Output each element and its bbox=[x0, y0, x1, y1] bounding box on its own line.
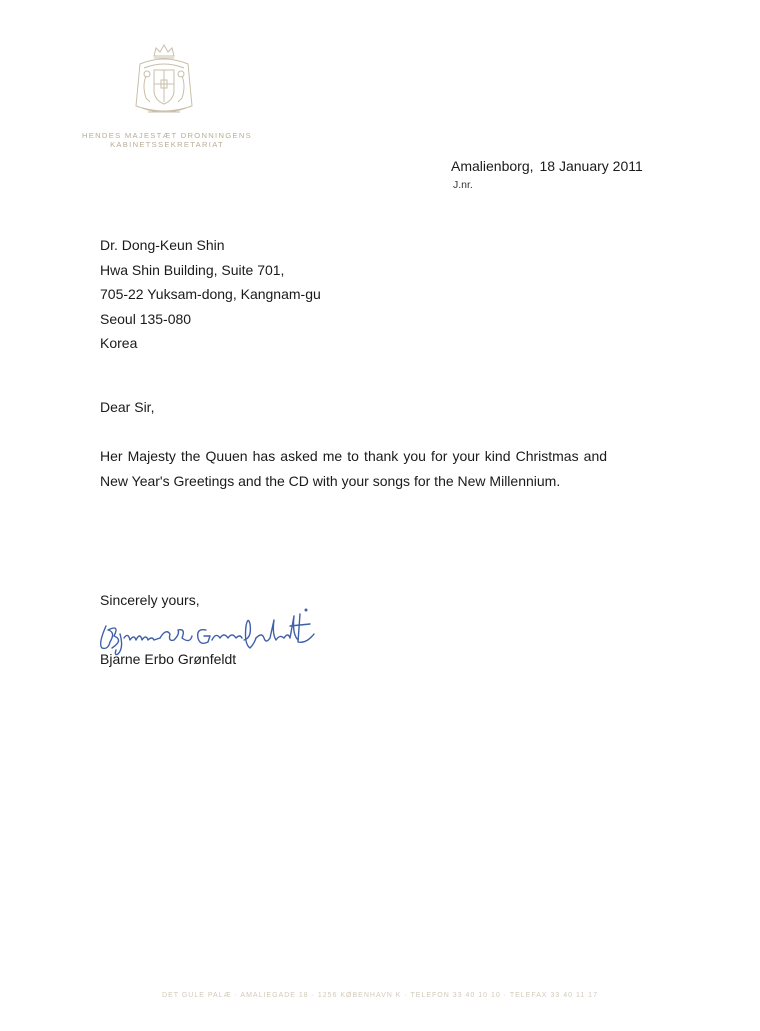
address-line: Seoul 135-080 bbox=[100, 310, 192, 327]
salutation: Dear Sir, bbox=[100, 399, 155, 415]
letterhead-footer-address: DET GULE PALÆ · AMALIEGADE 18 · 1256 KØBENHAVN K · TELEFON 33 40 10 10 · TELEFAX 33 40 11 17 bbox=[162, 992, 598, 999]
signer-name: Bjarne Erbo Grønfeldt bbox=[100, 651, 237, 667]
royal-crest-icon bbox=[126, 42, 202, 122]
letterhead-line-2: KABINETSSEKRETARIAT bbox=[110, 140, 224, 149]
closing: Sincerely yours, bbox=[100, 592, 200, 608]
place: Amalienborg, bbox=[451, 158, 534, 174]
letter-body bbox=[100, 444, 640, 493]
body-line-1: Her Majesty the Quuen has asked me to thank you for your kind Christmas and bbox=[100, 448, 608, 464]
address-line: Korea bbox=[100, 335, 138, 352]
place-date bbox=[451, 158, 643, 174]
journal-reference: J.nr. bbox=[453, 179, 473, 191]
address-line: 705-22 Yuksam-dong, Kangnam-gu bbox=[100, 286, 321, 303]
recipient-address bbox=[100, 233, 321, 356]
letterhead-line-1: HENDES MAJESTÆT DRONNINGENS bbox=[82, 131, 252, 140]
body-line-2: New Year's Greetings and the CD with your songs for the New Millennium. bbox=[100, 472, 561, 489]
letterhead-organization bbox=[60, 131, 274, 149]
address-line: Hwa Shin Building, Suite 701, bbox=[100, 261, 285, 278]
letter-date: 18 January 2011 bbox=[539, 158, 643, 174]
address-line: Dr. Dong-Keun Shin bbox=[100, 237, 225, 253]
